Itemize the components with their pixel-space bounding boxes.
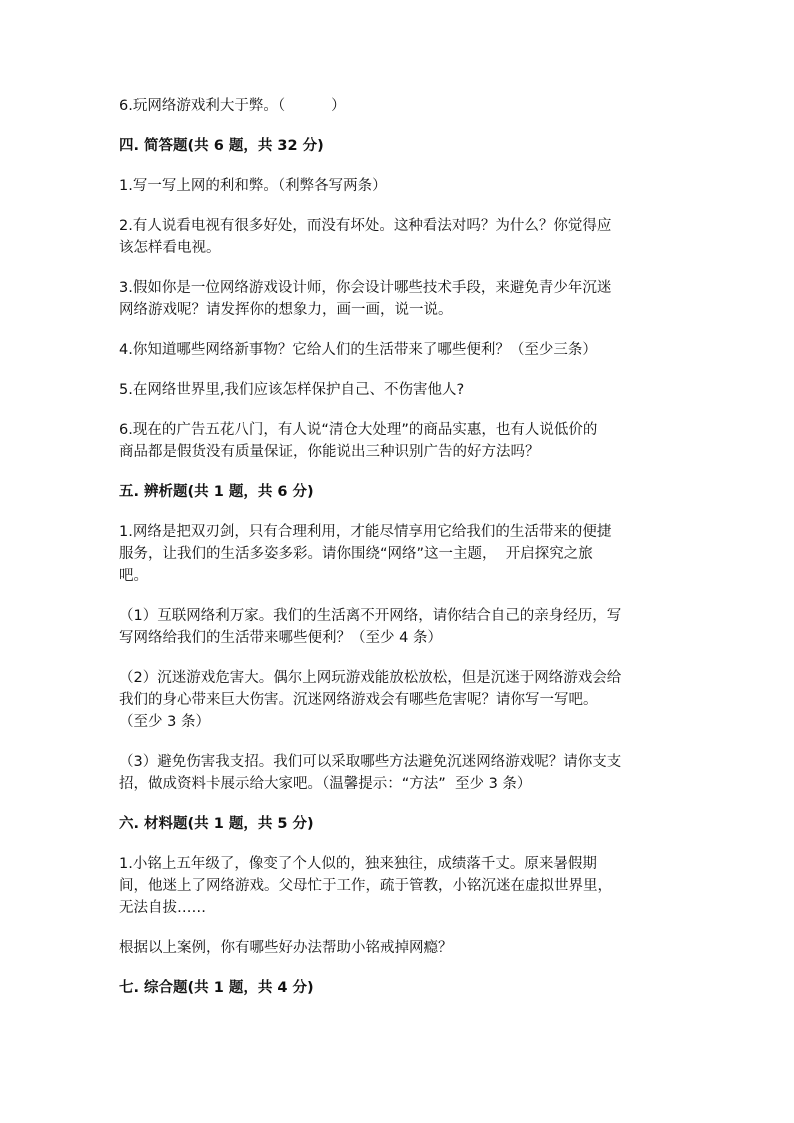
document-page [119, 95, 679, 999]
question-6-tf: 6.玩网络游戏利大于弊。（ ） [119, 98, 346, 114]
s4-question-3: 3.假如你是一位网络游戏设计师，你会设计哪些技术手段，来避免青少年沉迷 网络游戏呢？请发挥你的想象力，画一画，说一说。 [119, 280, 612, 318]
s4-question-1: 1.写一写上网的利和弊。（利弊各写两条） [119, 178, 387, 194]
s5-sub-question-3: （3）避免伤害我支招。我们可以采取哪些方法避免沉迷网络游戏呢？请你支支 招，做成资料卡展示给大家吧。（温馨提示：“方法” 至少 3 条） [119, 754, 622, 792]
s5-question-1: 1.网络是把双刃剑，只有合理利用，才能尽情享用它给我们的生活带来的便捷 服务，让我们的生活多姿多彩。请你围绕“网络”这一主题， 开启探究之旅 吧。 [119, 524, 612, 584]
s4-question-4: 4.你知道哪些网络新事物？它给人们的生活带来了哪些便利？（至少三条） [119, 342, 597, 358]
s5-sub-question-2: （2）沉迷游戏危害大。偶尔上网玩游戏能放松放松，但是沉迷于网络游戏会给 我们的身心带来巨大伤害。沉迷网络游戏会有哪些危害呢？请你写一写吧。 （至少 3 条） [119, 670, 622, 730]
section-5-heading: 五. 辨析题(共 1 题，共 6 分) [119, 484, 314, 500]
section-4-heading: 四. 简答题(共 6 题，共 32 分) [119, 138, 324, 154]
s5-sub-question-1: （1）互联网络利万家。我们的生活离不开网络，请你结合自己的亲身经历，写 写网络给我们的生活带来哪些便利？（至少 4 条） [119, 608, 622, 646]
s4-question-5: 5.在网络世界里,我们应该怎样保护自己、不伤害他人? [119, 382, 465, 398]
s4-question-2: 2.有人说看电视有很多好处，而没有坏处。这种看法对吗？为什么？你觉得应 该怎样看电视。 [119, 218, 612, 256]
section-6-heading: 六. 材料题(共 1 题，共 5 分) [119, 816, 314, 832]
section-7-heading: 七. 综合题(共 1 题，共 4 分) [119, 980, 314, 996]
s4-question-6: 6.现在的广告五花八门，有人说“清仓大处理”的商品实惠，也有人说低价的 商品都是假货没有质量保证，你能说出三种识别广告的好方法吗？ [119, 422, 598, 460]
s6-question-1: 1.小铭上五年级了，像变了个人似的，独来独往，成绩落千丈。原来暑假期 间，他迷上了网络游戏。父母忙于工作，疏于管教，小铭沉迷在虚拟世界里， 无法自拔…… [119, 856, 612, 916]
s6-question-1-ask: 根据以上案例，你有哪些好办法帮助小铭戒掉网瘾？ [119, 940, 453, 956]
